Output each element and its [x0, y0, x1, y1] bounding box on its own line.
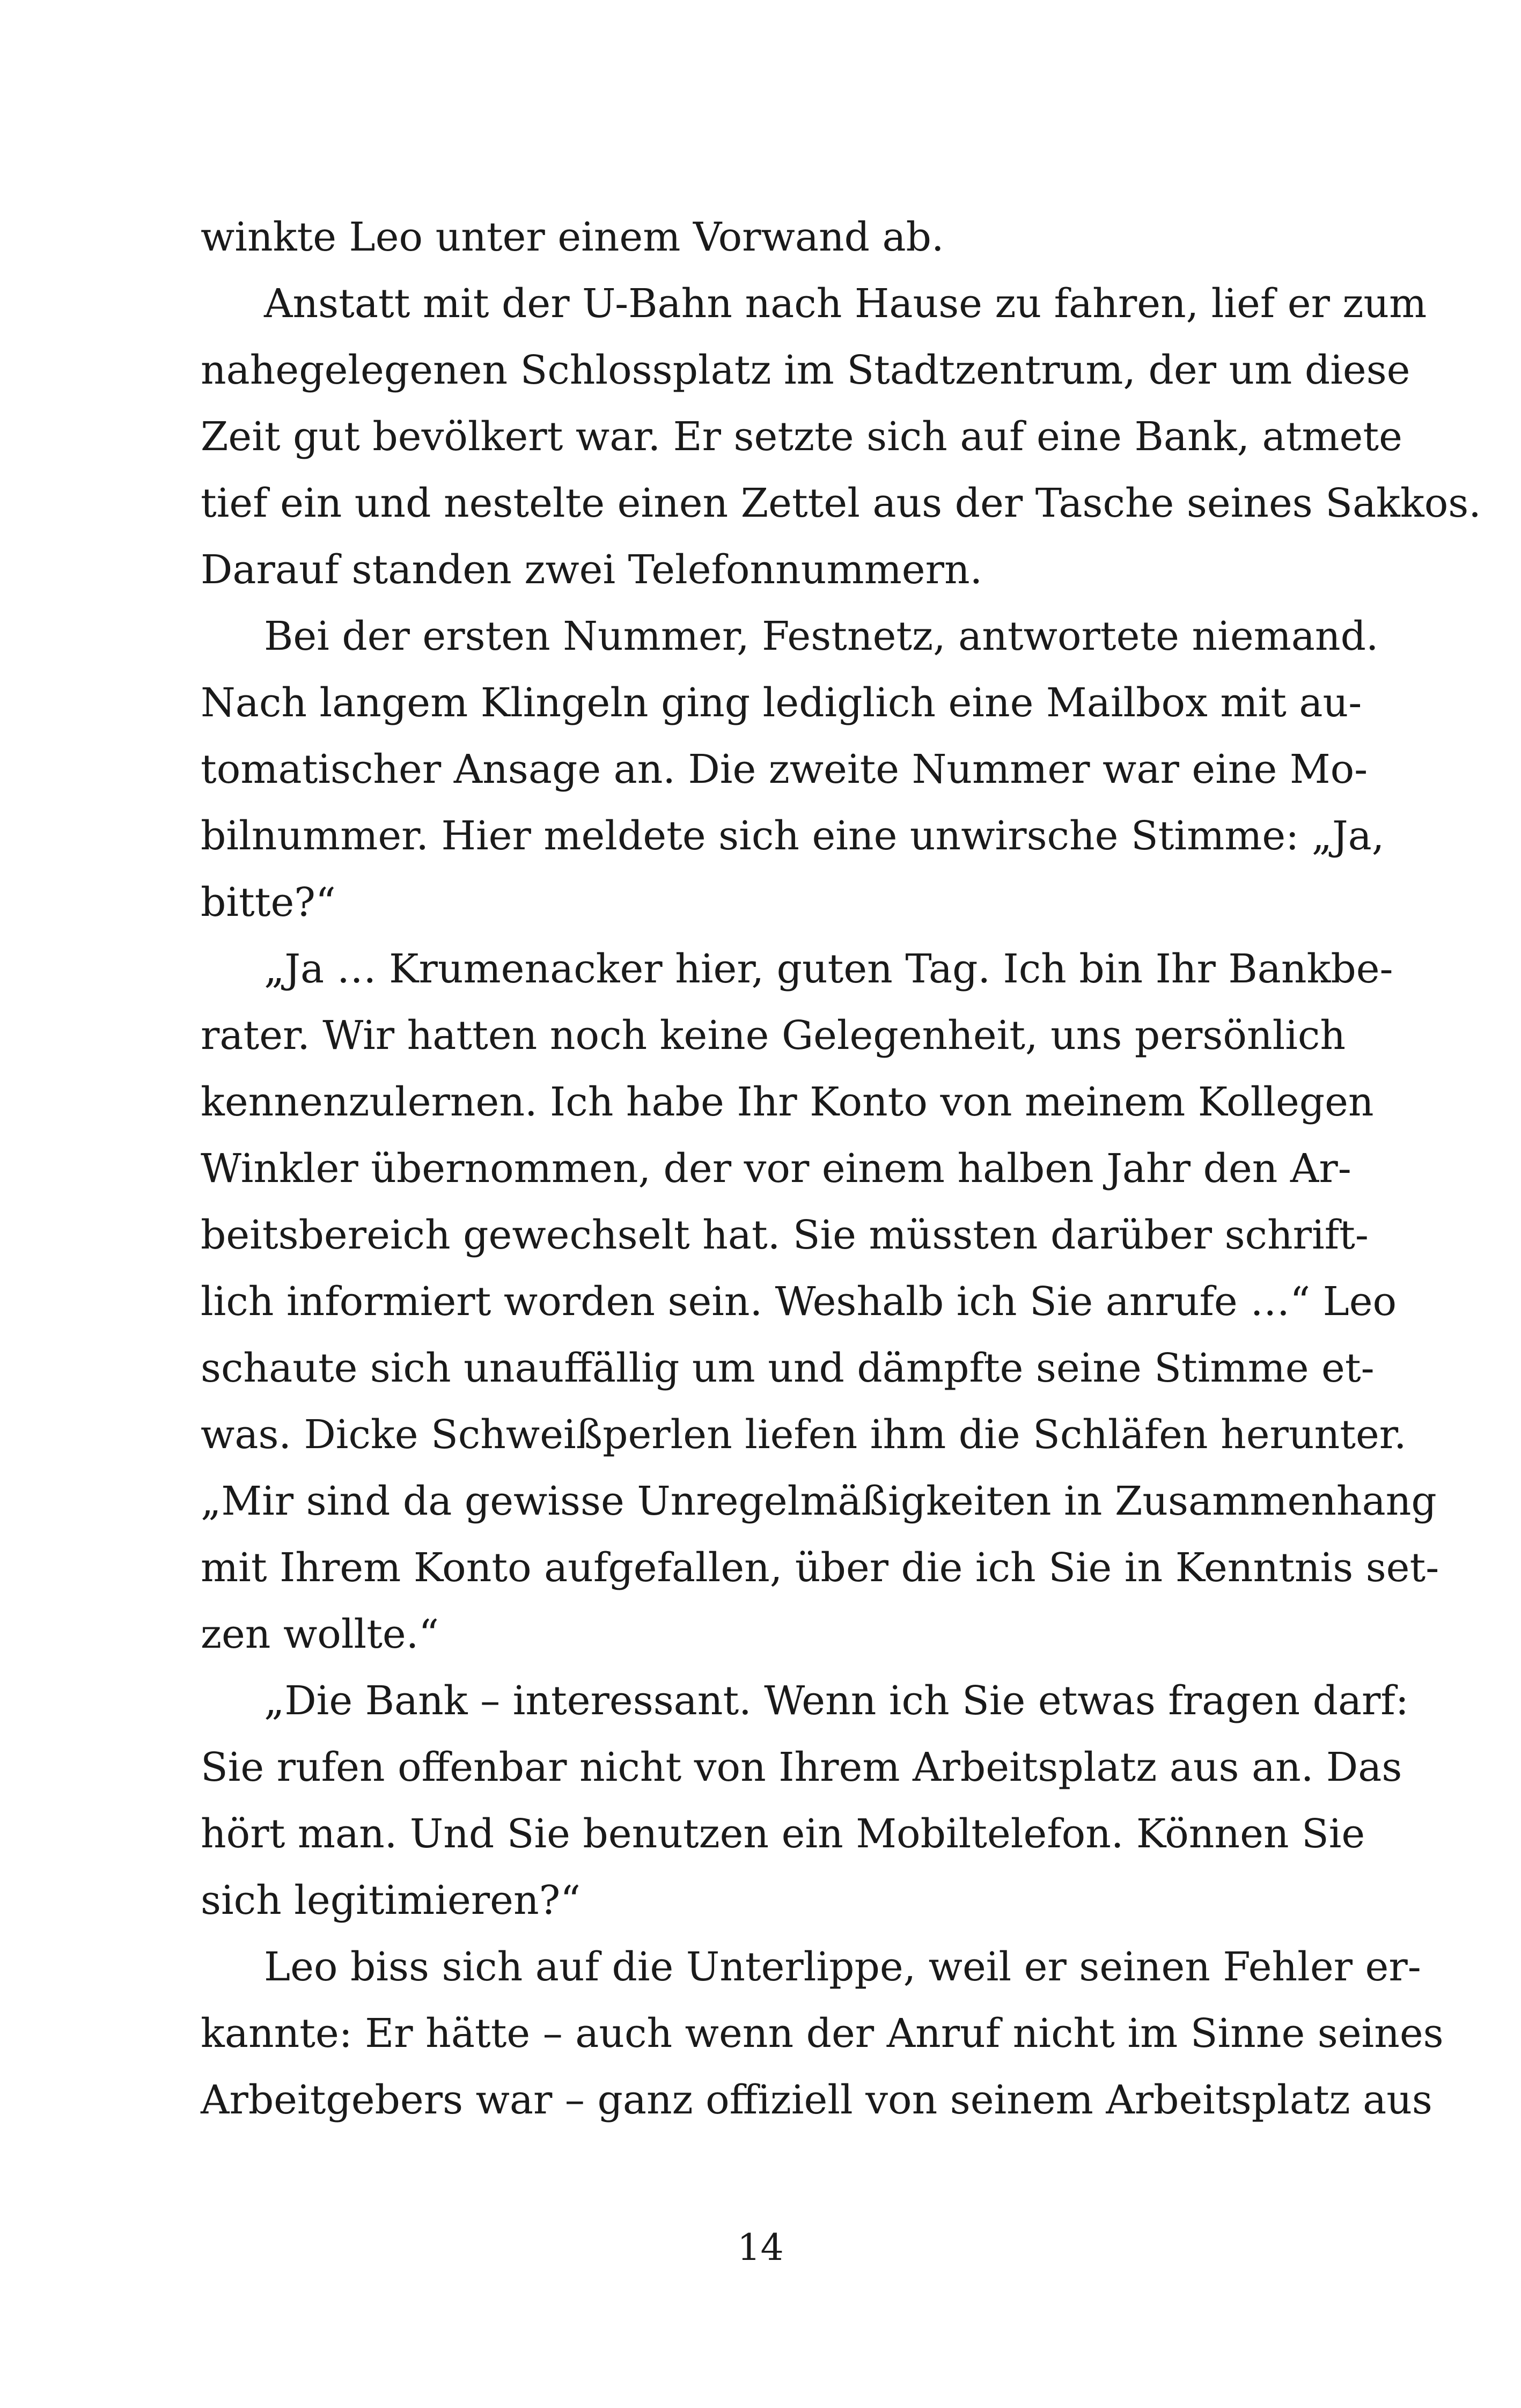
- body-text: [201, 204, 1481, 2133]
- text-line: Zeit gut bevölkert war. Er setzte sich auf eine Bank, atmete: [201, 414, 1402, 460]
- text-line: tomatischer Ansage an. Die zweite Nummer war eine Mo-: [201, 746, 1368, 792]
- text-line: zen wollte.“: [201, 1611, 439, 1657]
- text-line: Winkler übernommen, der vor einem halben Jahr den Ar-: [201, 1146, 1351, 1192]
- text-line: „Mir sind da gewisse Unregelmäßigkeiten in Zusammenhang: [201, 1478, 1437, 1524]
- text-line: Nach langem Klingeln ging lediglich eine Mailbox mit au-: [201, 680, 1362, 726]
- text-line: tief ein und nestelte einen Zettel aus der Tasche seines Sakkos.: [201, 480, 1481, 526]
- text-line: winkte Leo unter einem Vorwand ab.: [201, 214, 944, 260]
- text-line: Darauf standen zwei Telefonnummern.: [201, 547, 983, 593]
- text-line: „Ja … Krumenacker hier, guten Tag. Ich bin Ihr Bankbe-: [264, 946, 1393, 992]
- text-line: schaute sich unauffällig um und dämpfte seine Stimme et-: [201, 1345, 1375, 1391]
- text-line: mit Ihrem Konto aufgefallen, über die ich Sie in Kenntnis set-: [201, 1545, 1439, 1591]
- text-line: kannte: Er hätte – auch wenn der Anruf nicht im Sinne seines: [201, 2010, 1444, 2057]
- text-line: bilnummer. Hier meldete sich eine unwirsche Stimme: „Ja,: [201, 813, 1385, 859]
- text-line: „Die Bank – interessant. Wenn ich Sie etwas fragen darf:: [264, 1678, 1409, 1724]
- text-line: Leo biss sich auf die Unterlippe, weil er seinen Fehler er-: [264, 1944, 1421, 1990]
- text-line: bitte?“: [201, 879, 336, 926]
- text-line: Sie rufen offenbar nicht von Ihrem Arbeitsplatz aus an. Das: [201, 1744, 1402, 1790]
- text-line: Bei der ersten Nummer, Festnetz, antwortete niemand.: [264, 613, 1379, 659]
- text-line: hört man. Und Sie benutzen ein Mobiltelefon. Können Sie: [201, 1811, 1365, 1857]
- text-line: sich legitimieren?“: [201, 1877, 581, 1924]
- text-line: Arbeitgebers war – ganz offiziell von seinem Arbeitsplatz aus: [201, 2077, 1432, 2123]
- text-line: lich informiert worden sein. Weshalb ich Sie anrufe …“ Leo: [201, 1279, 1397, 1325]
- text-line: beitsbereich gewechselt hat. Sie müssten darüber schrift-: [201, 1212, 1369, 1258]
- text-line: Anstatt mit der U-Bahn nach Hause zu fahren, lief er zum: [264, 281, 1427, 327]
- text-line: kennenzulernen. Ich habe Ihr Konto von meinem Kollegen: [201, 1079, 1374, 1125]
- text-line: rater. Wir hatten noch keine Gelegenheit, uns persönlich: [201, 1012, 1346, 1059]
- text-line: nahegelegenen Schlossplatz im Stadtzentrum, der um diese: [201, 347, 1410, 393]
- text-line: was. Dicke Schweißperlen liefen ihm die Schläfen herunter.: [201, 1412, 1407, 1458]
- page-number: 14: [737, 2227, 784, 2269]
